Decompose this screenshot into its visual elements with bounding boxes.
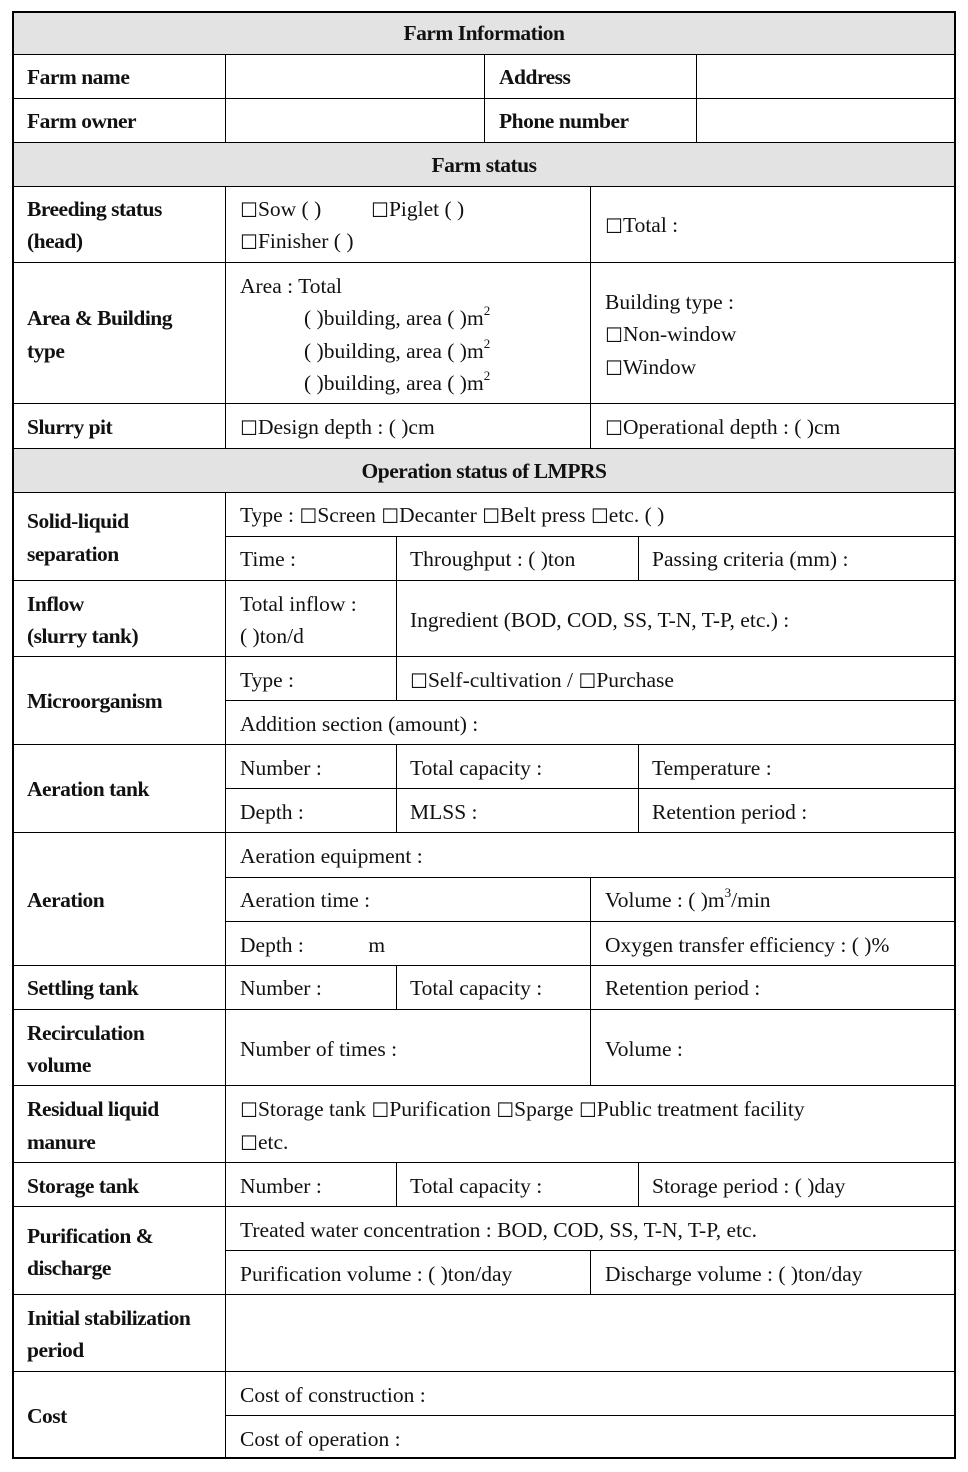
aeration-depth-label: Depth : m [240, 933, 386, 957]
window-label: Window [622, 355, 697, 379]
sow-checkbox[interactable] [240, 193, 321, 225]
finisher-checkbox[interactable] [240, 225, 353, 257]
purchase-checkbox[interactable] [578, 668, 674, 693]
aeration-label: Aeration [27, 888, 105, 912]
building-row-1[interactable] [304, 302, 490, 334]
slurry-tank-label: (slurry tank) [27, 624, 139, 648]
border-line [12, 492, 956, 493]
belt-press-label: Belt press [500, 503, 586, 527]
total-checkbox[interactable] [605, 209, 678, 241]
slurry-pit-label: Slurry pit [27, 415, 113, 439]
squared-superscript: 2 [483, 335, 491, 351]
sparge-option-label: Sparge [514, 1097, 574, 1121]
border-line [396, 536, 397, 580]
checkbox-icon: ☐ [605, 416, 623, 440]
microorganism-label: Microorganism [27, 689, 163, 713]
recirculation-label: Recirculation [27, 1021, 145, 1045]
squared-superscript: 2 [483, 302, 491, 318]
design-depth-checkbox[interactable] [240, 411, 435, 443]
throughput-label: Throughput : ( )ton [410, 547, 576, 571]
border-line [12, 142, 956, 143]
border-line [12, 1009, 956, 1010]
checkbox-icon: ☐ [605, 356, 623, 380]
farm-name-label: Farm name [27, 65, 130, 89]
microorganism-type-label: Type : [240, 668, 295, 692]
border-line [12, 1206, 956, 1207]
border-line [12, 262, 956, 263]
decanter-label: Decanter [399, 503, 477, 527]
border-line [226, 921, 956, 922]
area-total-label: Area : Total [240, 274, 342, 298]
cubed-superscript: 3 [724, 884, 732, 900]
operational-depth-label: Operational depth : ( )cm [622, 415, 841, 439]
address-field[interactable] [697, 55, 954, 98]
border-line [12, 1457, 956, 1459]
aeration-tank-depth-label: Depth : [240, 800, 304, 824]
separation-type-label: Type : [240, 503, 295, 527]
public-treatment-checkbox[interactable] [579, 1097, 805, 1122]
purification-option-label: Purification [389, 1097, 491, 1121]
border-line [12, 1371, 956, 1372]
phone-number-field[interactable] [697, 99, 954, 142]
inflow-label: Inflow [27, 592, 84, 616]
cost-construction-label: Cost of construction : [240, 1383, 426, 1407]
checkbox-icon: ☐ [299, 504, 318, 528]
non-window-label: Non-window [622, 322, 737, 346]
piglet-label: Piglet ( ) [388, 197, 465, 221]
addition-section-label: Addition section (amount) : [240, 712, 479, 736]
building-type-label: Building type : [605, 290, 734, 314]
border-line [12, 965, 956, 966]
separation-type-row [240, 499, 664, 531]
border-line [12, 448, 956, 449]
border-line [954, 11, 956, 1459]
aeration-time-label: Aeration time : [240, 888, 371, 912]
checkbox-icon: ☐ [240, 1098, 258, 1122]
residual-etc-label: etc. [257, 1130, 289, 1154]
building-row-3[interactable] [304, 367, 490, 399]
border-line [12, 744, 956, 745]
window-checkbox[interactable] [605, 351, 696, 383]
border-line [226, 788, 956, 789]
area-building-label: Area & Building [27, 306, 173, 330]
aeration-tank-number-label: Number : [240, 756, 322, 780]
etc-checkbox[interactable] [591, 503, 664, 528]
ingredient-label: Ingredient (BOD, COD, SS, T-N, T-P, etc.) : [410, 608, 790, 632]
temperature-label: Temperature : [652, 756, 772, 780]
farm-owner-label: Farm owner [27, 109, 137, 133]
checkbox-icon: ☐ [605, 214, 623, 238]
checkbox-icon: ☐ [496, 1098, 515, 1122]
checkbox-icon: ☐ [482, 504, 501, 528]
farm-information-title: Farm Information [403, 21, 565, 45]
cost-operation-label: Cost of operation : [240, 1427, 401, 1451]
stabilization-period-label: period [27, 1338, 84, 1362]
border-line [12, 580, 956, 581]
border-line [12, 1085, 956, 1086]
border-line [12, 1162, 956, 1163]
aeration-equipment-label: Aeration equipment : [240, 844, 423, 868]
total-inflow-label: Total inflow : [240, 592, 357, 616]
storage-tank-label: Storage tank [27, 1174, 139, 1198]
operational-depth-checkbox[interactable] [605, 411, 840, 443]
border-line [396, 744, 397, 832]
border-line [226, 700, 956, 701]
passing-criteria-label: Passing criteria (mm) : [652, 547, 849, 571]
checkbox-icon: ☐ [240, 416, 258, 440]
border-line [12, 11, 956, 13]
border-line [226, 1250, 956, 1251]
microorganism-source-row [410, 664, 674, 696]
purification-volume-label: Purification volume : ( )ton/day [240, 1262, 513, 1286]
manure-label: manure [27, 1130, 96, 1154]
checkbox-icon: ☐ [371, 1098, 390, 1122]
border-line [12, 656, 956, 657]
border-line [396, 1162, 397, 1206]
border-line [638, 1162, 639, 1206]
checkbox-icon: ☐ [410, 669, 428, 693]
sow-label: Sow ( ) [257, 197, 322, 221]
oxygen-transfer-label: Oxygen transfer efficiency : ( )% [605, 933, 890, 957]
aeration-tank-label: Aeration tank [27, 777, 149, 801]
purchase-label: Purchase [596, 668, 674, 692]
building-row-1-text: ( )building, area ( )m [304, 306, 484, 330]
checkbox-icon: ☐ [240, 1131, 258, 1155]
address-label: Address [499, 65, 571, 89]
sparge-checkbox[interactable] [496, 1097, 573, 1122]
settling-tank-capacity-label: Total capacity : [410, 976, 543, 1000]
settling-tank-number-label: Number : [240, 976, 322, 1000]
farm-survey-form [12, 11, 956, 1459]
purification-checkbox[interactable] [371, 1097, 490, 1122]
border-line [12, 832, 956, 833]
border-line [225, 186, 226, 448]
area-building-type-label: type [27, 339, 65, 363]
checkbox-icon: ☐ [371, 198, 389, 222]
solid-liquid-label: Solid-liquid [27, 509, 129, 533]
self-cultivation-label: Self-cultivation / [427, 668, 574, 692]
checkbox-icon: ☐ [590, 504, 609, 528]
total-inflow-unit: ( )ton/d [240, 624, 304, 648]
aeration-volume-unit: /min [731, 888, 771, 912]
finisher-label: Finisher ( ) [257, 229, 354, 253]
border-line [638, 744, 639, 832]
separation-time-label: Time : [240, 547, 296, 571]
phone-number-label: Phone number [499, 109, 629, 133]
border-line [396, 965, 397, 1009]
residual-liquid-label: Residual liquid [27, 1097, 159, 1121]
residual-etc-checkbox[interactable] [240, 1126, 288, 1158]
building-row-3-text: ( )building, area ( )m [304, 371, 484, 395]
screen-checkbox[interactable] [299, 503, 375, 528]
piglet-checkbox[interactable] [371, 193, 464, 225]
non-window-checkbox[interactable] [605, 318, 736, 350]
border-line [590, 186, 591, 448]
retention-period-label: Retention period : [652, 800, 808, 824]
cost-label: Cost [27, 1404, 67, 1428]
discharge-label: discharge [27, 1256, 111, 1280]
aeration-tank-capacity-label: Total capacity : [410, 756, 543, 780]
self-cultivation-checkbox[interactable] [410, 668, 573, 693]
border-line [12, 403, 956, 404]
operation-status-title: Operation status of LMPRS [361, 459, 607, 483]
initial-stabilization-field[interactable] [226, 1295, 954, 1371]
border-line [590, 877, 591, 965]
settling-tank-label: Settling tank [27, 976, 139, 1000]
aeration-volume [605, 884, 771, 916]
public-treatment-option-label: Public treatment facility [596, 1097, 805, 1121]
border-line [638, 536, 639, 580]
checkbox-icon: ☐ [578, 669, 597, 693]
checkbox-icon: ☐ [381, 504, 400, 528]
farm-status-title: Farm status [431, 153, 537, 177]
checkbox-icon: ☐ [240, 230, 258, 254]
design-depth-label: Design depth : ( )cm [257, 415, 435, 439]
recirculation-volume-field-label: Volume : [605, 1037, 683, 1061]
storage-tank-number-label: Number : [240, 1174, 322, 1198]
building-row-2[interactable] [304, 335, 490, 367]
checkbox-icon: ☐ [578, 1098, 597, 1122]
breeding-status-unit: (head) [27, 229, 83, 253]
treated-water-concentration-label: Treated water concentration : BOD, COD, SS, T-N, T-P, etc. [240, 1218, 757, 1242]
mlss-label: MLSS : [410, 800, 478, 824]
storage-period-label: Storage period : ( )day [652, 1174, 846, 1198]
screen-label: Screen [317, 503, 376, 527]
belt-press-checkbox[interactable] [482, 503, 585, 528]
separation-label: separation [27, 542, 119, 566]
border-line [590, 965, 591, 1009]
recirculation-volume-label: volume [27, 1053, 91, 1077]
storage-tank-option-label: Storage tank [257, 1097, 367, 1121]
total-label: Total : [622, 213, 679, 237]
border-line [12, 186, 956, 187]
purification-discharge-label: Purification & [27, 1224, 154, 1248]
border-line [226, 1415, 956, 1416]
decanter-checkbox[interactable] [381, 503, 477, 528]
storage-tank-checkbox[interactable] [240, 1097, 366, 1122]
settling-retention-label: Retention period : [605, 976, 761, 1000]
border-line [590, 1250, 591, 1294]
farm-owner-field[interactable] [226, 99, 484, 142]
border-line [12, 11, 14, 1459]
residual-options-row [240, 1093, 805, 1125]
initial-stabilization-label: Initial stabilization [27, 1306, 191, 1330]
border-line [396, 580, 397, 700]
storage-tank-capacity-label: Total capacity : [410, 1174, 543, 1198]
number-of-times-label: Number of times : [240, 1037, 398, 1061]
border-line [484, 54, 485, 142]
building-row-2-text: ( )building, area ( )m [304, 339, 484, 363]
squared-superscript: 2 [483, 367, 491, 383]
border-line [226, 536, 956, 537]
etc-label: etc. ( ) [608, 503, 665, 527]
breeding-status-label: Breeding status [27, 197, 162, 221]
checkbox-icon: ☐ [240, 198, 258, 222]
discharge-volume-label: Discharge volume : ( )ton/day [605, 1262, 863, 1286]
aeration-volume-label: Volume : ( )m [605, 888, 725, 912]
border-line [590, 1009, 591, 1085]
border-line [226, 877, 956, 878]
farm-name-field[interactable] [226, 55, 484, 98]
checkbox-icon: ☐ [605, 323, 623, 347]
